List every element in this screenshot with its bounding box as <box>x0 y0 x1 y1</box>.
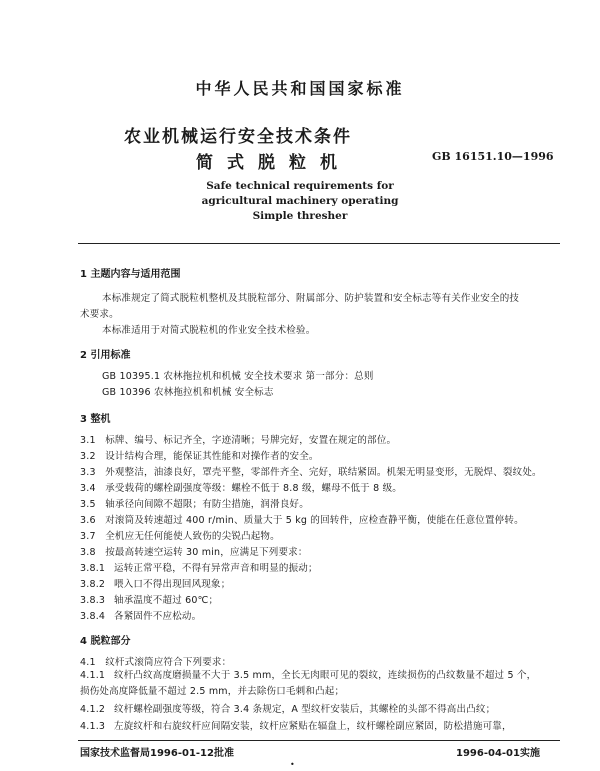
english-title-line-1: Safe technical requirements for <box>206 180 394 192</box>
standard-number: GB 16151.10—1996 <box>432 150 554 163</box>
document-subtitle: 简式脱粒机 <box>196 153 351 173</box>
clause-text: 喂入口不得出现回风现象； <box>114 579 231 590</box>
clause-number: 4.1.3 <box>80 721 106 732</box>
clause-4-1 <box>80 654 231 668</box>
clause-number: 3.6 <box>80 515 96 526</box>
clause-number: 3.8.1 <box>80 563 106 574</box>
clause-text: 对滚筒及转速超过 400 r/min、质量大于 5 kg 的回转件，应检查静平衡，使能在任意位置停转。 <box>105 515 524 526</box>
english-title-line-3: Simple thresher <box>252 210 348 222</box>
clause-number: 4.1 <box>80 657 96 668</box>
reference-item: GB 10396 农林拖拉机和机械 安全标志 <box>102 387 274 398</box>
clause-text: 轴承径向间隙不超限；有防尘措施，润滑良好。 <box>105 499 309 510</box>
clause-text: 标牌、编号、标记齐全，字迹清晰；号牌完好，安置在规定的部位。 <box>105 435 397 446</box>
clause-text: 承受载荷的螺栓副强度等级：螺栓不低于 8.8 级，螺母不低于 8 级。 <box>105 483 402 494</box>
english-title-line-2: agricultural machinery operating <box>201 195 399 207</box>
clause-number: 3.5 <box>80 499 96 510</box>
clause-3-6 <box>80 512 524 526</box>
approval-date: 国家技术监督局1996-01-12批准 <box>80 748 234 759</box>
section-1-paragraph-2: 本标准适用于对简式脱粒机的作业安全技术检验。 <box>102 325 316 336</box>
clause-3-8-4 <box>80 608 201 622</box>
clause-number: 4.1.2 <box>80 704 106 715</box>
clause-text: 设计结构合理，能保证其性能和对操作者的安全。 <box>105 451 319 462</box>
clause-3-8-3 <box>80 592 218 606</box>
clause-4-1-3 <box>80 718 512 732</box>
clause-3-3 <box>80 464 542 478</box>
clause-number: 3.8.3 <box>80 595 106 606</box>
clause-number: 3.1 <box>80 435 96 446</box>
clause-3-5 <box>80 496 309 510</box>
clause-number: 3.3 <box>80 467 96 478</box>
clause-3-4 <box>80 480 402 494</box>
footer-divider <box>78 740 560 741</box>
clause-text: 纹杆凸纹高度磨损量不大于 3.5 mm，全长无肉眼可见的裂纹，连续损伤的凸纹数量不超过 5 个，损伤处高度降低量不超过 2.5 mm，并去除伤口毛刺和凸起； <box>80 670 537 697</box>
clause-3-7 <box>80 528 280 542</box>
clause-number: 3.8 <box>80 547 96 558</box>
clause-number: 3.4 <box>80 483 96 494</box>
clause-3-2 <box>80 448 319 462</box>
clause-text: 各紧固件不应松动。 <box>114 611 202 622</box>
clause-4-1-1 <box>80 668 542 700</box>
footer-mark: • <box>290 760 295 769</box>
clause-4-1-2 <box>80 701 495 715</box>
clause-number: 3.7 <box>80 531 96 542</box>
clause-text: 运转正常平稳，不得有异常声音和明显的振动； <box>114 563 318 574</box>
clause-3-8-2 <box>80 576 230 590</box>
implementation-date: 1996-04-01实施 <box>456 748 540 759</box>
section-3-heading: 3 整机 <box>80 414 111 425</box>
clause-text: 左旋纹杆和右旋纹杆应间隔安装，纹杆应紧贴在辐盘上，纹杆螺栓副应紧固，防松措施可靠， <box>114 721 512 732</box>
clause-3-8-1 <box>80 560 318 574</box>
clause-text: 轴承温度不超过 60℃； <box>114 595 219 606</box>
clause-text: 外观整洁，油漆良好，罩壳平整，零部件齐全、完好，联结紧固。机架无明显变形，无脱焊、裂纹处。 <box>105 467 542 478</box>
section-1-paragraph-1-cont: 术要求。 <box>80 309 119 320</box>
clause-number: 3.8.4 <box>80 611 106 622</box>
clause-number: 4.1.1 <box>80 670 106 681</box>
document-title: 农业机械运行安全技术条件 <box>124 127 352 147</box>
clause-text: 纹杆螺栓副强度等级，符合 3.4 条规定，A 型纹杆安装后，其螺栓的头部不得高出凸纹； <box>114 704 496 715</box>
clause-3-1 <box>80 432 396 446</box>
section-2-heading: 2 引用标准 <box>80 350 131 361</box>
reference-item: GB 10395.1 农林拖拉机和机械 安全技术要求 第一部分：总则 <box>102 371 374 382</box>
section-1-paragraph-1: 本标准规定了简式脱粒机整机及其脱粒部分、附属部分、防护装置和安全标志等有关作业安全的技 <box>102 293 520 304</box>
issuing-organization: 中华人民共和国国家标准 <box>195 79 405 98</box>
clause-text: 按最高转速空运转 30 min，应满足下列要求： <box>105 547 308 558</box>
clause-number: 3.8.2 <box>80 579 106 590</box>
section-4-heading: 4 脱粒部分 <box>80 636 131 647</box>
clause-text: 全机应无任何能使人致伤的尖锐凸起物。 <box>105 531 280 542</box>
section-1-heading: 1 主题内容与适用范围 <box>80 269 181 280</box>
header-divider <box>78 243 560 244</box>
clause-3-8 <box>80 544 308 558</box>
clause-number: 3.2 <box>80 451 96 462</box>
clause-text: 纹杆式滚筒应符合下列要求： <box>105 657 232 668</box>
